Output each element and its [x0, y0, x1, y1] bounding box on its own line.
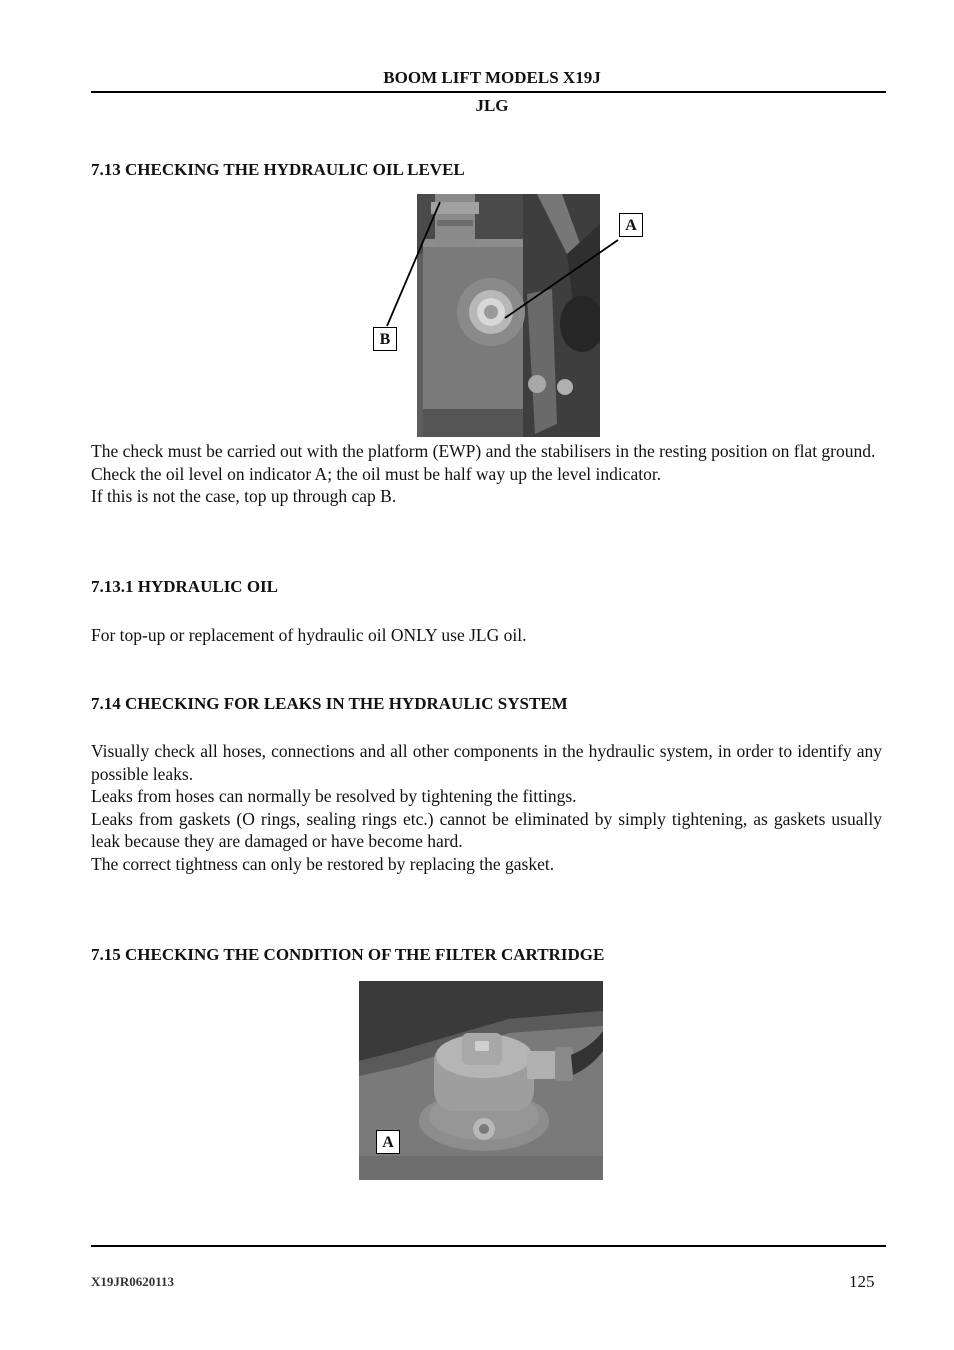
document-title: BOOM LIFT MODELS X19J	[383, 68, 601, 87]
hydraulic-tank-photo	[417, 194, 600, 437]
paragraph: The correct tightness can only be restored by replacing the gasket.	[91, 853, 555, 874]
paragraph: Check the oil level on indicator A; the oil must be half way up the level indicator.	[91, 463, 662, 484]
page-number: 125	[849, 1272, 875, 1291]
section-7-13-body	[91, 440, 882, 508]
paragraph: Leaks from hoses can normally be resolved by tightening the fittings.	[91, 786, 577, 806]
section-7-14-body	[91, 740, 882, 875]
callout-label-a-oil-indicator: A	[619, 213, 643, 237]
paragraph: If this is not the case, top up through cap B.	[91, 486, 397, 506]
callout-label-b-filler-cap: B	[373, 327, 397, 351]
footer-rule	[91, 1245, 886, 1247]
heading-7-13: 7.13 CHECKING THE HYDRAULIC OIL LEVEL	[91, 160, 465, 179]
paragraph: Leaks from gaskets (O rings, sealing rings etc.) cannot be eliminated by simply tightening, as gaskets usually leak because they are damaged or have become hard.	[91, 808, 882, 851]
document-subtitle: JLG	[475, 96, 509, 115]
heading-7-14: 7.14 CHECKING FOR LEAKS IN THE HYDRAULIC SYSTEM	[91, 694, 568, 713]
paragraph: Visually check all hoses, connections and all other components in the hydraulic system, in order to identify any possible leaks.	[91, 741, 882, 784]
document-code: X19JR0620113	[91, 1274, 175, 1289]
paragraph: The check must be carried out with the platform (EWP) and the stabilisers in the resting position on flat ground.	[91, 441, 876, 461]
heading-7-13-1: 7.13.1 HYDRAULIC OIL	[91, 577, 279, 596]
paragraph: For top-up or replacement of hydraulic oil ONLY use JLG oil.	[91, 625, 527, 645]
callout-label-a-filter: A	[376, 1130, 400, 1154]
section-7-13-1-body	[91, 624, 882, 647]
heading-7-15: 7.15 CHECKING THE CONDITION OF THE FILTER CARTRIDGE	[91, 945, 605, 964]
header-rule	[91, 91, 886, 93]
